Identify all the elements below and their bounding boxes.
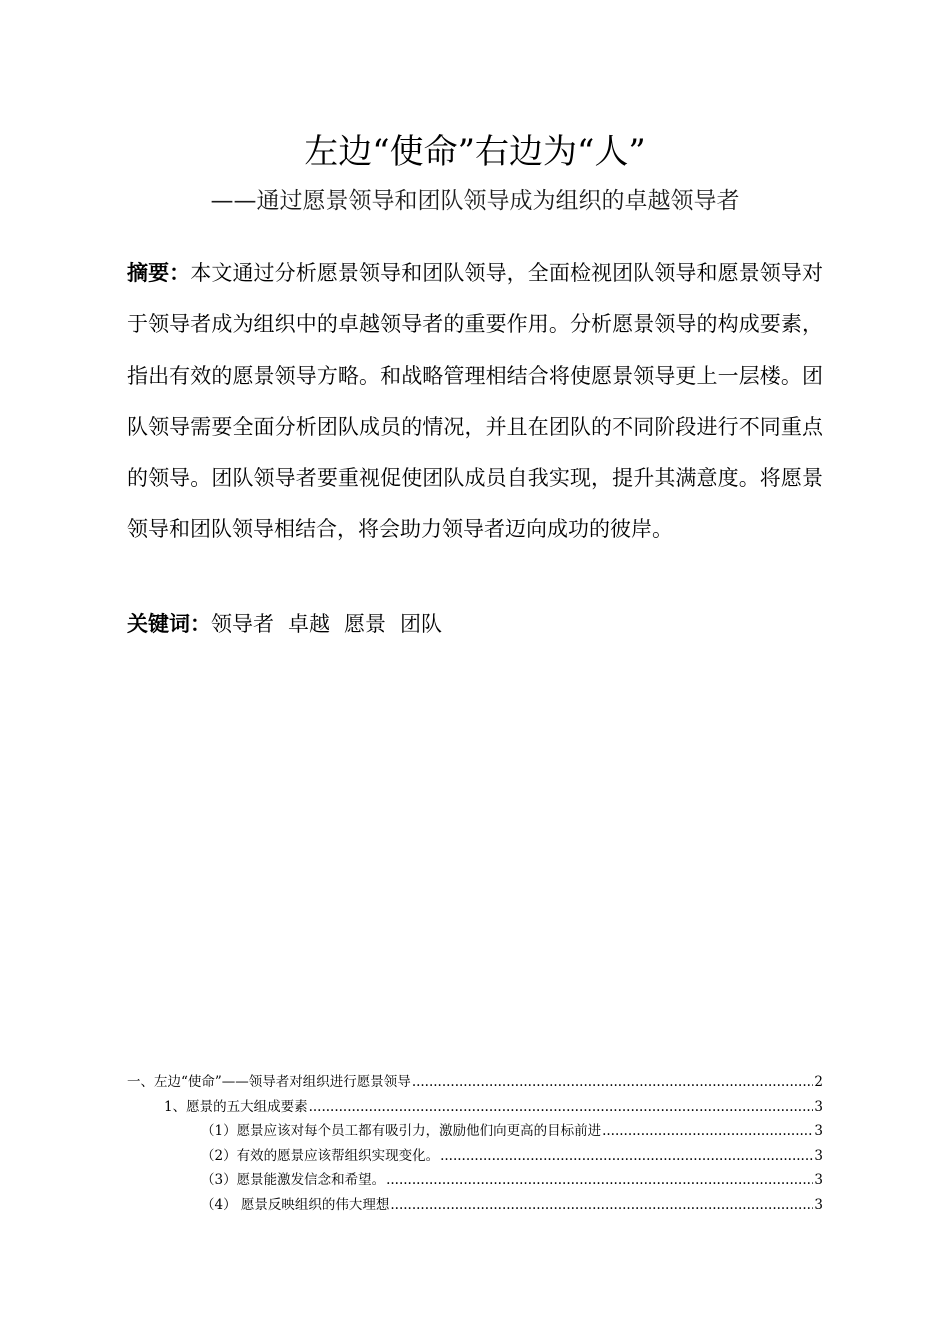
- toc-leader-dots: [602, 1119, 813, 1144]
- keywords-label: 关键词：: [127, 612, 211, 636]
- document-subtitle: ——通过愿景领导和团队领导成为组织的卓越领导者: [210, 188, 740, 214]
- toc-page-number: 3: [814, 1123, 823, 1140]
- toc-entry-text: （1）愿景应该对每个员工都有吸引力，激励他们向更高的目标前进: [201, 1123, 602, 1140]
- keyword: 团队: [400, 612, 442, 636]
- toc-leader-dots: [412, 1070, 814, 1095]
- toc-entry[interactable]: [127, 1193, 823, 1218]
- toc-page-number: 3: [814, 1098, 823, 1115]
- abstract-label: 摘要：: [127, 261, 191, 285]
- keyword: 领导者: [211, 612, 274, 636]
- document-title: 左边“使命”右边为“人”: [304, 132, 646, 172]
- keyword: 愿景: [344, 612, 386, 636]
- keyword: 卓越: [288, 612, 330, 636]
- toc-page-number: 2: [814, 1074, 823, 1090]
- toc-entry[interactable]: [127, 1144, 823, 1169]
- toc-page-number: 3: [814, 1172, 823, 1189]
- abstract-paragraph: [127, 248, 823, 556]
- toc-entry-text: （4） 愿景反映组织的伟大理想: [201, 1196, 390, 1213]
- toc-leader-dots: [386, 1168, 813, 1193]
- abstract-text: 本文通过分析愿景领导和团队领导，全面检视团队领导和愿景领导对于领导者成为组织中的卓越领导者的重要作用。分析愿景领导的构成要素，指出有效的愿景领导方略。和战略管理相结合将使愿景领导更上一层楼。团队领导需要全面分析团队成员的情况，并且在团队的不同阶段进行不同重点的领导。团队领导者要重视促使团队成员自我实现，提升其满意度。将愿景领导和团队领导相结合，将会助力领导者迈向成功的彼岸。: [127, 261, 823, 542]
- toc-page-number: 3: [814, 1147, 823, 1164]
- toc-entry-text: 一、左边“使命”——领导者对组织进行愿景领导: [127, 1074, 411, 1090]
- toc-entry[interactable]: [127, 1070, 823, 1095]
- toc-page-number: 3: [814, 1196, 823, 1213]
- toc-leader-dots: [440, 1144, 813, 1169]
- toc-entry-text: （2）有效的愿景应该帮组织实现变化。: [201, 1147, 440, 1164]
- toc-entry[interactable]: [127, 1168, 823, 1193]
- toc-entry[interactable]: [127, 1095, 823, 1120]
- toc-leader-dots: [390, 1193, 813, 1218]
- toc-entry[interactable]: [127, 1119, 823, 1144]
- table-of-contents: [127, 1070, 823, 1218]
- keywords-line: [127, 600, 823, 648]
- toc-entry-text: 1、愿景的五大组成要素: [164, 1098, 308, 1115]
- toc-leader-dots: [309, 1095, 814, 1120]
- toc-entry-text: （3）愿景能激发信念和希望。: [201, 1172, 386, 1189]
